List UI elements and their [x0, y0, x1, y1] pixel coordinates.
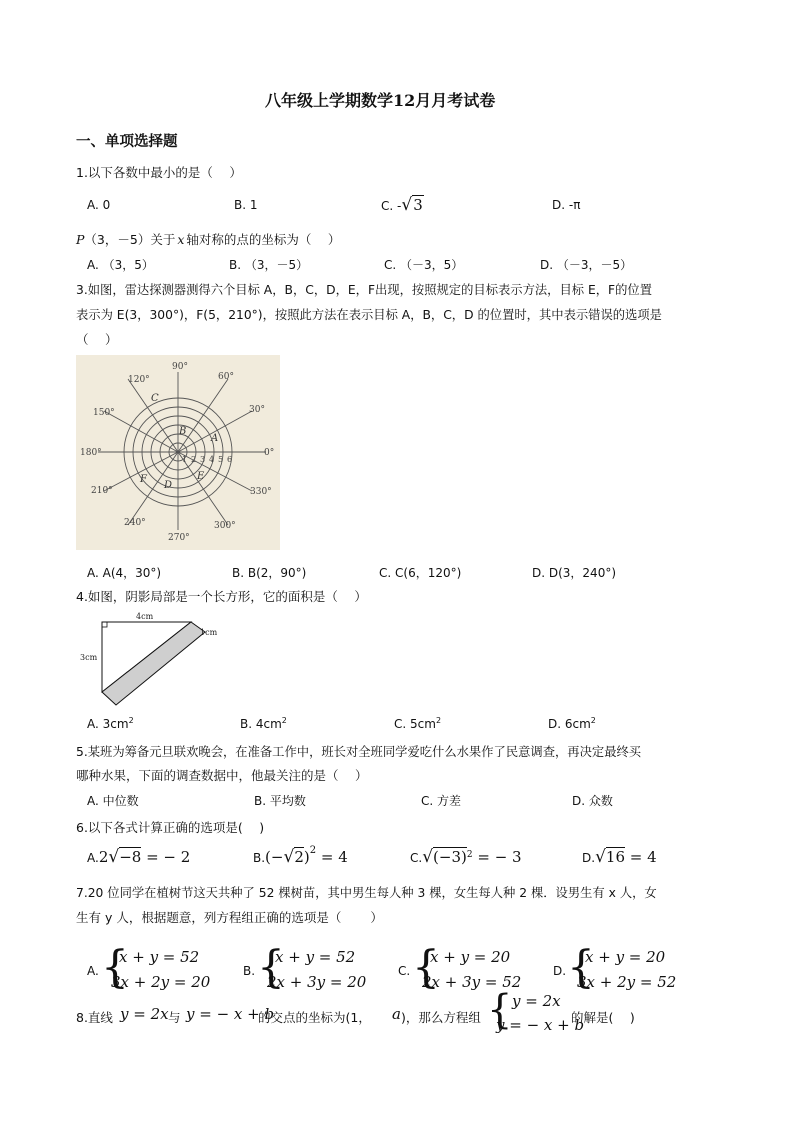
- q8-rest: 的交点的坐标为(1，: [258, 1010, 371, 1025]
- q7-b-equation-1: x + y = 52: [275, 948, 356, 966]
- q3-option-c[interactable]: C. C(6，120°): [379, 566, 462, 580]
- q3-option-b[interactable]: B. B(2，90°): [232, 566, 307, 580]
- q1-option-c-prefix: C. -: [381, 199, 402, 213]
- q8-line-2: y = − x + b: [186, 1005, 275, 1023]
- q7-c-label: C.: [398, 964, 411, 978]
- page-title: 八年级上学期数学12月月考试卷: [265, 91, 496, 110]
- q1-option-d[interactable]: D. -π: [552, 198, 581, 212]
- q7-d-equation-1: x + y = 20: [585, 948, 666, 966]
- q6-b-radicand: 2: [294, 848, 304, 866]
- radar-target-c: C: [151, 393, 159, 404]
- q7-b-label: B.: [243, 964, 256, 978]
- q7-c-equation-2: 2x + 3y = 52: [422, 973, 522, 991]
- q2-option-d[interactable]: D. （－3，－5）: [540, 258, 633, 272]
- q3-option-a[interactable]: A. A(4，30°): [87, 566, 162, 580]
- radar-angle-label: 0°: [264, 448, 275, 458]
- q6-d-label: D.: [582, 851, 596, 865]
- radar-target-a: A: [211, 433, 219, 444]
- q6-b-label: B.: [253, 851, 266, 865]
- q6-d-result: = 4: [625, 848, 657, 866]
- q7-option-b[interactable]: [243, 942, 393, 996]
- radar-angle-label: 150°: [93, 408, 115, 418]
- radar-angle-label: 120°: [128, 375, 150, 385]
- radar-diagram: [76, 355, 280, 550]
- q8-end: 的解是( ): [571, 1010, 635, 1025]
- question-7-line-2: 生有 y 人，根据题意，列方程组正确的选项是（ ）: [76, 910, 383, 925]
- radar-angle-label: 60°: [218, 372, 234, 382]
- q6-b-open: (−: [265, 848, 284, 866]
- brace-icon: {: [487, 987, 513, 1033]
- q5-option-a[interactable]: A. 中位数: [87, 794, 139, 808]
- label-1cm: 1cm: [200, 628, 218, 637]
- radar-angle-label: 30°: [249, 405, 265, 415]
- squared-exponent: 2: [128, 716, 134, 725]
- q6-option-b[interactable]: [253, 847, 348, 867]
- squared-exponent: 2: [435, 716, 442, 725]
- q2-option-c[interactable]: C. （－3，5）: [384, 258, 464, 272]
- question-6-stem: 6.以下各式计算正确的选项是( ): [76, 820, 265, 835]
- q2-option-a[interactable]: A. （3，5）: [87, 258, 154, 272]
- squared-exponent: 2: [590, 716, 596, 725]
- q2-point-label: P: [76, 232, 85, 247]
- q4-option-a-text: A. 3cm: [87, 717, 129, 731]
- q1-option-c[interactable]: [381, 195, 424, 215]
- section-heading: 一、单项选择题: [76, 133, 178, 150]
- q8-prefix: 8.直线: [76, 1010, 113, 1025]
- q7-a-equation-1: x + y = 52: [119, 948, 200, 966]
- squared-exponent: 2: [281, 716, 287, 725]
- q6-b-result: = 4: [316, 848, 348, 866]
- sqrt-sign: √: [283, 847, 295, 867]
- q8-and: 与: [168, 1010, 181, 1025]
- q5-option-c[interactable]: C. 方差: [421, 794, 462, 808]
- sqrt-sign: √: [108, 847, 120, 867]
- q6-c-label: C.: [410, 851, 423, 865]
- q6-option-c[interactable]: [410, 847, 522, 867]
- q6-a-coef: 2: [98, 848, 109, 866]
- q5-option-b[interactable]: B. 平均数: [254, 794, 306, 808]
- q2-stem-end: 轴对称的点的坐标为（ ）: [186, 232, 341, 247]
- rectangle-diagram: [76, 610, 226, 710]
- q7-option-a[interactable]: [87, 942, 237, 996]
- q6-option-d[interactable]: [582, 847, 657, 867]
- label-3cm: 3cm: [80, 653, 98, 662]
- sqrt-sign: √: [422, 847, 434, 867]
- radar-angle-label: 330°: [250, 487, 272, 497]
- q8-rest-2: )，那么方程组: [401, 1010, 481, 1025]
- q4-option-b-text: B. 4cm: [240, 717, 282, 731]
- q6-a-result: = − 2: [141, 848, 191, 866]
- q8-line-1: y = 2x: [120, 1005, 169, 1023]
- q2-stem-rest: （3，－5）关于: [84, 232, 176, 247]
- q4-option-a[interactable]: [87, 716, 134, 731]
- q8-system-eq-2: y = − x + b: [496, 1016, 585, 1034]
- q6-b-exponent: 2: [309, 845, 317, 856]
- q7-a-label: A.: [87, 964, 99, 978]
- q6-a-label: A.: [87, 851, 99, 865]
- radar-ring-label: 5: [218, 455, 224, 464]
- radar-angle-label: 210°: [91, 486, 113, 496]
- q8-a-value: a: [392, 1005, 401, 1023]
- q4-option-c-text: C. 5cm: [394, 717, 436, 731]
- q6-d-radicand: 16: [605, 848, 625, 866]
- radar-target-e: E: [197, 471, 205, 482]
- q7-d-label: D.: [553, 964, 567, 978]
- question-3-line-1: 3.如图，雷达探测器测得六个目标 A，B，C，D，E，F出现，按照规定的目标表示方法，目标 E，F的位置: [76, 283, 653, 297]
- question-4-stem: 4.如图，阴影局部是一个长方形，它的面积是（ ）: [76, 589, 367, 604]
- q7-c-equation-1: x + y = 20: [430, 948, 511, 966]
- question-5-line-1: 5.某班为筹备元旦联欢晚会，在准备工作中，班长对全班同学爱吃什么水果作了民意调查，再决定最终买: [76, 745, 642, 759]
- radar-angle-label: 180°: [80, 448, 102, 458]
- brace-icon: {: [101, 942, 129, 993]
- q4-option-c[interactable]: [394, 716, 441, 731]
- q7-b-equation-2: 2x + 3y = 20: [267, 973, 367, 991]
- q7-option-d[interactable]: [553, 942, 703, 996]
- question-8: [76, 987, 656, 1042]
- q4-option-d[interactable]: [548, 716, 596, 731]
- q4-option-d-text: D. 6cm: [548, 717, 591, 731]
- q3-option-d[interactable]: D. D(3，240°): [532, 566, 617, 580]
- radar-ring-label: 3: [200, 455, 206, 464]
- radar-figure: [76, 355, 280, 550]
- q7-option-c[interactable]: [398, 942, 548, 996]
- label-4cm: 4cm: [136, 612, 154, 621]
- radar-ring-label: 2: [191, 455, 197, 464]
- q2-option-b[interactable]: B. （3，－5）: [229, 258, 309, 272]
- q6-option-a[interactable]: [87, 847, 190, 867]
- q6-b-close: ): [303, 848, 310, 866]
- question-1-stem: 1.以下各数中最小的是（ ）: [76, 165, 242, 180]
- radar-ring-label: 6: [227, 455, 233, 464]
- q6-a-radicand: −8: [119, 848, 142, 866]
- q1-option-a[interactable]: A. 0: [87, 198, 111, 212]
- sqrt-sign: √: [401, 195, 413, 215]
- q1-option-c-radicand: 3: [413, 196, 423, 214]
- radar-target-f: F: [140, 474, 147, 485]
- radar-target-d: D: [164, 480, 173, 491]
- brace-icon: {: [412, 942, 440, 993]
- sqrt-sign: √: [595, 847, 606, 867]
- q7-d-equation-2: 3x + 2y = 52: [577, 973, 677, 991]
- radar-angle-label: 240°: [124, 518, 146, 528]
- radar-ring-label: 4: [209, 455, 215, 464]
- radar-angle-label: 300°: [214, 521, 236, 531]
- q4-option-b[interactable]: [240, 716, 287, 731]
- q7-a-equation-2: 3x + 2y = 20: [111, 973, 211, 991]
- q1-option-b[interactable]: B. 1: [234, 198, 258, 212]
- radar-angle-label: 90°: [172, 362, 188, 372]
- radar-ring-label: 1: [182, 455, 188, 464]
- question-3-line-2: 表示为 E(3，300°)，F(5，210°)，按照此方法在表示目标 A，B，C，D 的位置时，其中表示错误的选项是: [76, 308, 662, 322]
- rectangle-figure: [76, 610, 226, 710]
- q8-system-eq-1: y = 2x: [512, 992, 561, 1010]
- radar-target-b: B: [179, 426, 187, 437]
- q6-c-exponent: 2: [466, 850, 473, 860]
- question-2-stem: [76, 230, 340, 248]
- question-5-line-2: 哪种水果，下面的调查数据中，他最关注的是（ ）: [76, 768, 368, 783]
- q2-axis-x: x: [177, 232, 185, 247]
- q6-c-result: = − 3: [472, 848, 522, 866]
- brace-icon: {: [257, 942, 285, 993]
- q6-c-radicand: (−3): [433, 848, 467, 866]
- question-3-line-3: （ ）: [76, 332, 118, 347]
- question-7-line-1: 7.20 位同学在植树节这天共种了 52 棵树苗，其中男生每人种 3 棵，女生每人种 2 棵．设男生有 x 人，女: [76, 886, 657, 900]
- brace-icon: {: [567, 942, 595, 993]
- radar-angle-label: 270°: [168, 533, 190, 543]
- q5-option-d[interactable]: D. 众数: [572, 794, 613, 808]
